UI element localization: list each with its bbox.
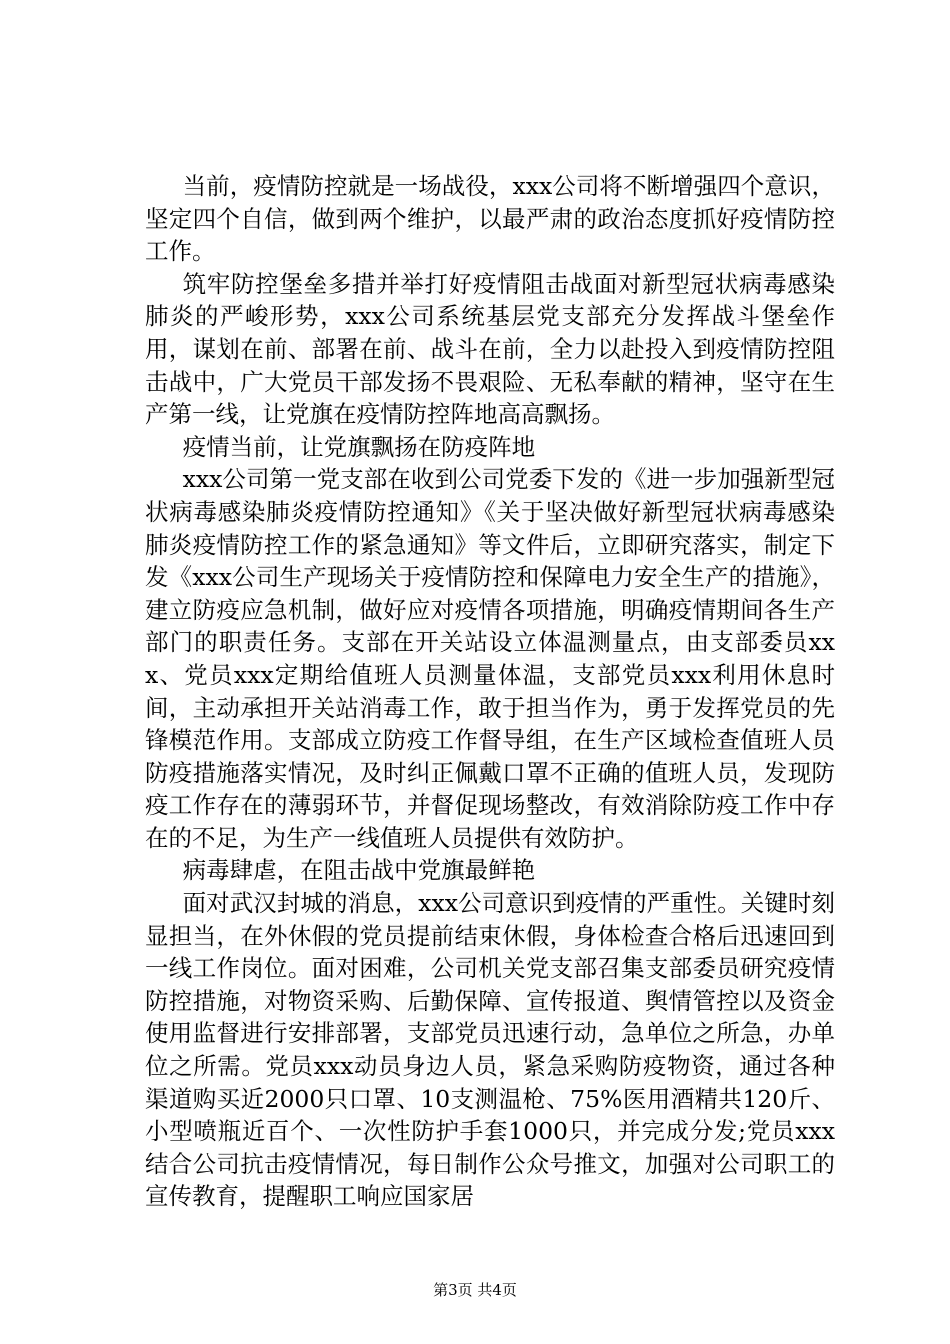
paragraph-wuhan: 面对武汉封城的消息，xxx公司意识到疫情的严重性。关键时刻显担当，在外休假的党员提前结束休假，身体检查合格后迅速回到一线工作岗位。面对困难，公司机关党支部召集支部委员研究疫情防控措施，对物资采购、后勤保障、宣传报道、舆情管控以及资金使用监督进行安排部署，支部党员迅速行动，急单位之所急，办单位之所需。党员xxx动员身边人员，紧急采购防疫物资，通过各种渠道购买近2000只口罩、10支测温枪、75%医用酒精共120斤、小型喷瓶近百个、一次性防护手套1000只，并完成分发;党员xxx结合公司抗击疫情情况，每日制作公众号推文，加强对公司职工的宣传教育，提醒职工响应国家居	[145, 889, 835, 1211]
paragraph-first-branch: xxx公司第一党支部在收到公司党委下发的《进一步加强新型冠状病毒感染肺炎疫情防控通知》《关于坚决做好新型冠状病毒感染肺炎疫情防控工作的紧急通知》等文件后，立即研究落实，制定下发《xxx公司生产现场关于疫情防控和保障电力安全生产的措施》，建立防疫应急机制，做好应对疫情各项措施，明确疫情期间各生产部门的职责任务。支部在开关站设立体温测量点，由支部委员xxx、党员xxx定期给值班人员测量体温，支部党员xxx利用休息时间，主动承担开关站消毒工作，敢于担当作为，勇于发挥党员的先锋模范作用。支部成立防疫工作督导组，在生产区域检查值班人员防疫措施落实情况，及时纠正佩戴口罩不正确的值班人员，发现防疫工作存在的薄弱环节，并督促现场整改，有效消除防疫工作中存在的不足，为生产一线值班人员提供有效防护。	[145, 465, 835, 852]
section-heading-epidemic: 疫情当前，让党旗飘扬在防疫阵地	[182, 432, 536, 461]
section-heading-virus: 病毒肆虐，在阻击战中党旗最鲜艳	[182, 856, 536, 885]
page-footer: 第3页 共4页	[433, 1281, 517, 1299]
document-body	[145, 170, 835, 1213]
paragraph-fortress: 筑牢防控堡垒多措并举打好疫情阻击战面对新型冠状病毒感染肺炎的严峻形势，xxx公司系统基层党支部充分发挥战斗堡垒作用，谋划在前、部署在前、战斗在前，全力以赴投入到疫情防控阻击战中，广大党员干部发扬不畏艰险、无私奉献的精神，坚守在生产第一线，让党旗在疫情防控阵地高高飘扬。	[145, 269, 835, 429]
paragraph-intro: 当前，疫情防控就是一场战役，xxx公司将不断增强四个意识，坚定四个自信，做到两个维护，以最严肃的政治态度抓好疫情防控工作。	[145, 172, 835, 266]
